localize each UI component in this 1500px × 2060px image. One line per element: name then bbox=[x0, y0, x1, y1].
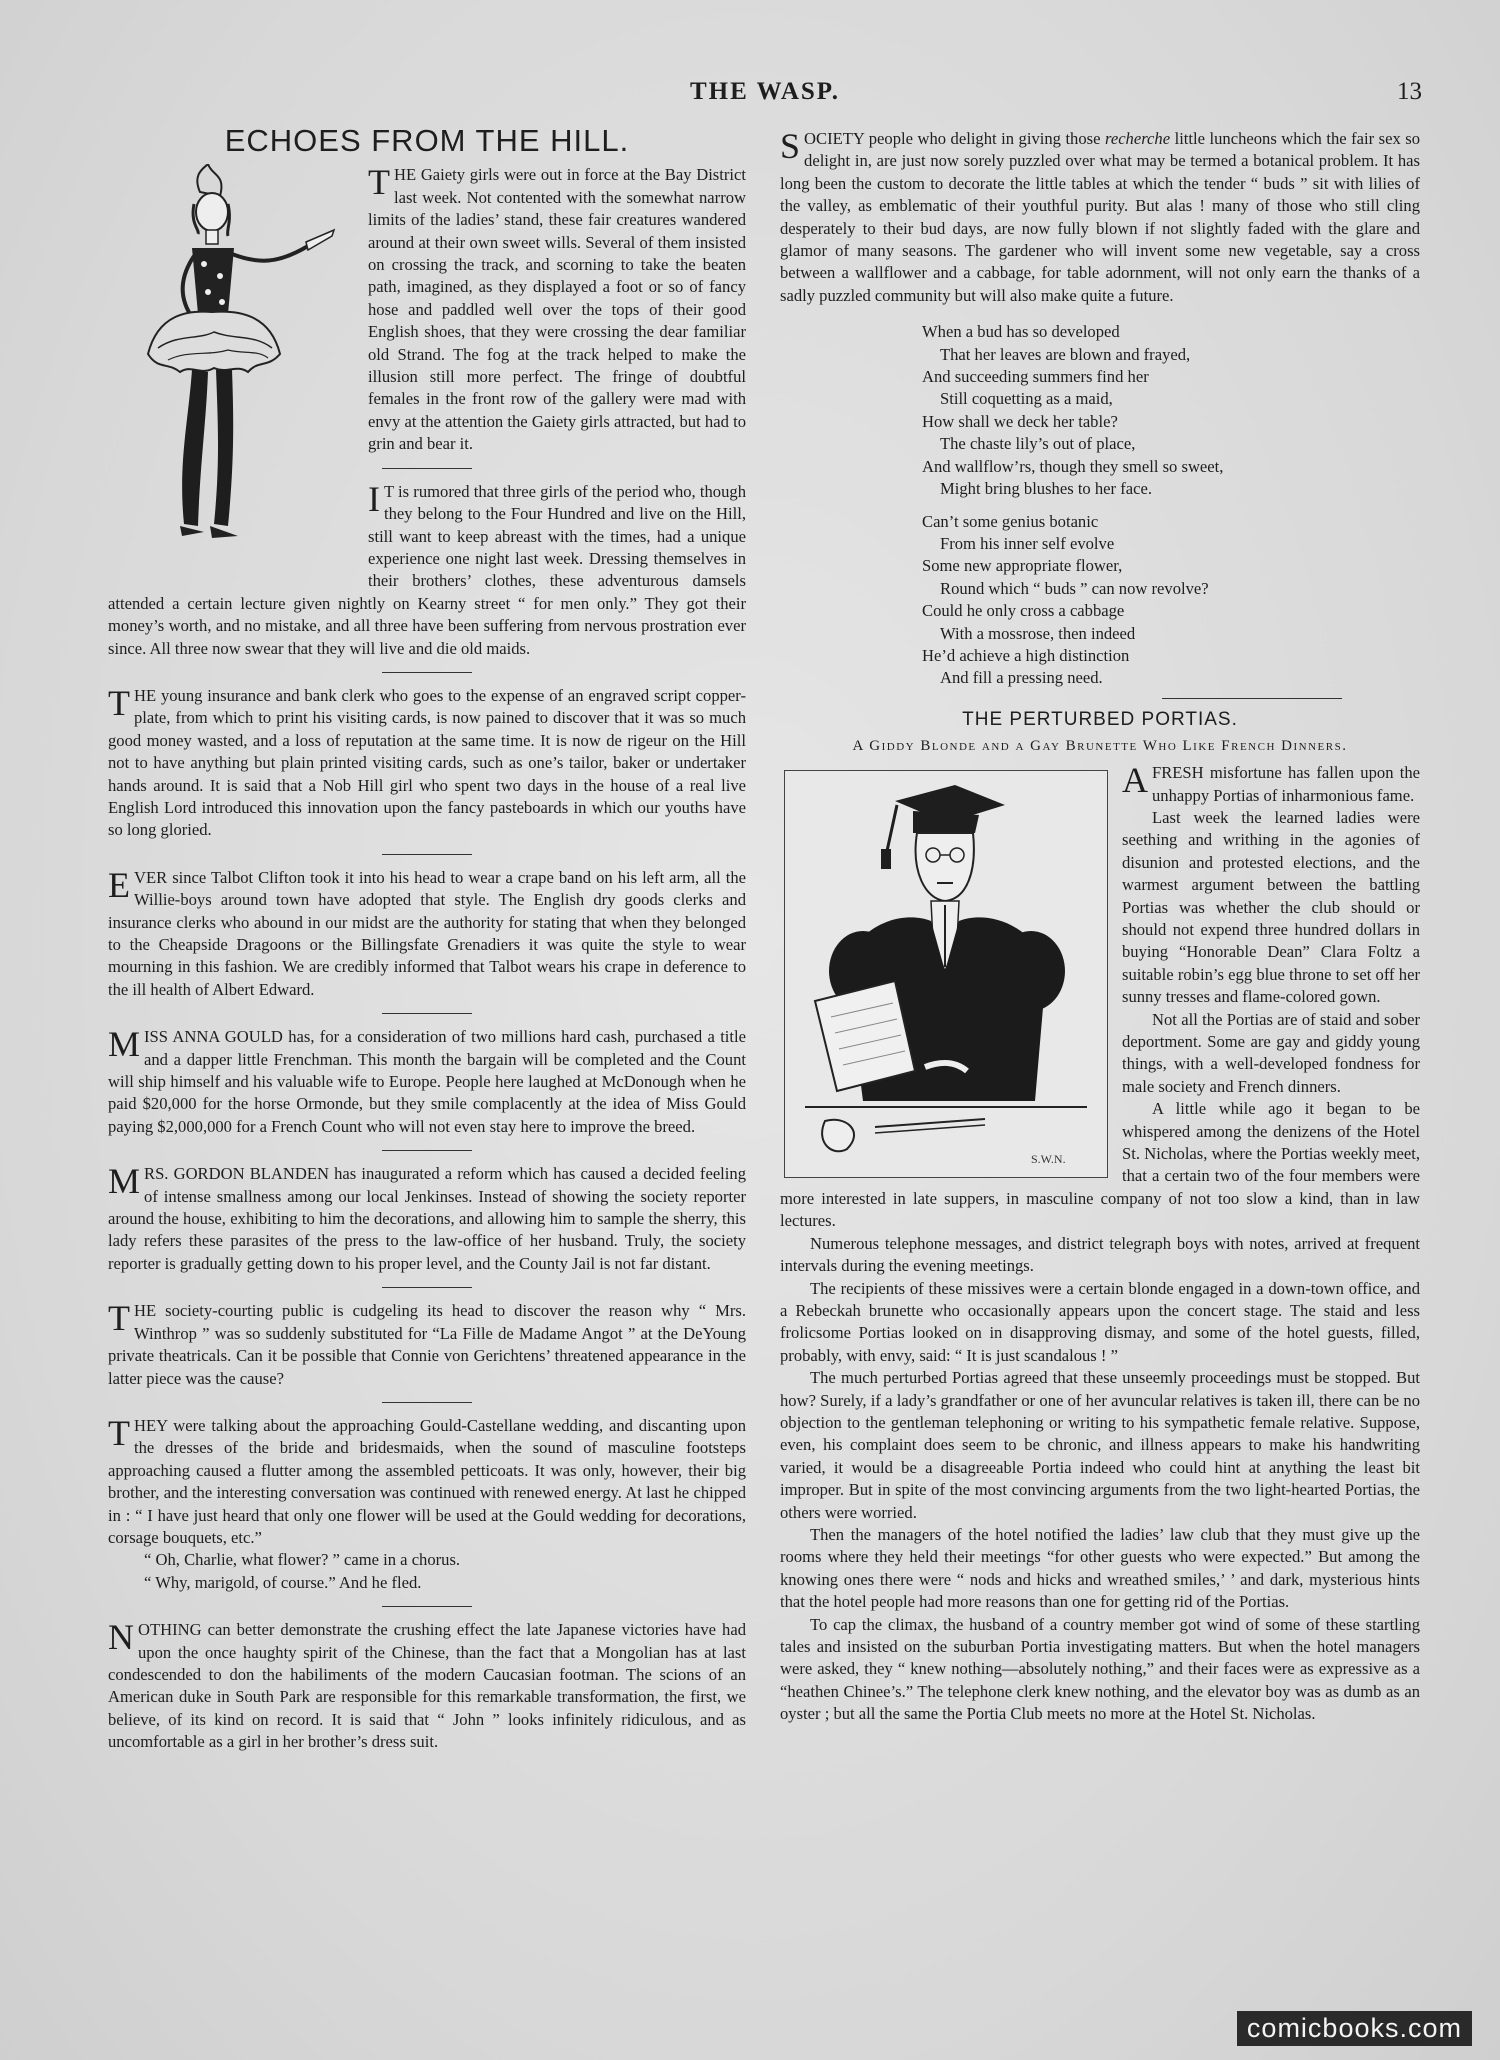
portias-paragraph: Not all the Portias are of staid and sober deportment. Some are gay and giddy young things, with a well-developed fondness for male society and French dinners. bbox=[1122, 1009, 1420, 1096]
news-item: MISS ANNA GOULD has, for a consideration of two millions hard cash, purchased a title and a dapper little Frenchman. This month the bargain will be completed and the Count will ship himself and his valuable wife to Europe. People here laughed at McDonough when he paid $20,000 for the horse Ormonde, but they smile complacently at the idea of Miss Gould paying $2,000,000 for a French Count who will not even stay here to improve the breed. bbox=[108, 1024, 746, 1136]
news-item: I T is rumored that three girls of the period who, though they belong to the Four Hundred and live on the Hill, still want to keep abreast with the times, had a unique experience one night last week. Dressing themselves in their brothers’ clothes, these adventurous damsels attended a certain lecture given nightly on Kearny street “ for men only.” They got their money’s worth, and no mistake, and all three have been suffering from nervous prostration ever since. All three now swear that they will live and die old maids. bbox=[108, 478, 746, 658]
portias-paragraph: Last week the learned ladies were seething and writhing in the agonies of disunion and protested elections, and the warmest argument between the battling Portias was whether the club should or should not expend three hundred dollars in buying “Honorable Dean” Clara Foltz a suitable robin’s egg blue throne to set off her sunny tresses and flame-colored gown. bbox=[1122, 807, 1420, 1007]
dialogue-line: “ Oh, Charlie, what flower? ” came in a chorus. bbox=[144, 1550, 461, 1570]
news-item: THE society-courting public is cudgeling its head to discover the reason why “ Mrs. Winthrop ” was so suddenly substituted for “La Fille de Madame Angot ” at the DeYoung private theatricals. Can it be possible that Connie von Gerichtens’ threatened appearance in the latter piece was the cause? bbox=[108, 1298, 746, 1388]
dancer-illustration bbox=[108, 164, 358, 574]
poem-line: Some new appropriate flower, bbox=[922, 556, 1123, 576]
poem-line: Could he only cross a cabbage bbox=[922, 601, 1125, 621]
society-item: SOCIETY people who delight in giving those recherche little luncheons which the fair sex so delight in, are just now sorely puzzled over what may be termed a botanical problem. It has long been the custom to decorate the little tables at which the tender “ buds ” sit with lilies of the valley, as emblematic of their youthful purity. But alas ! many of those who still cling desperately to their bud days, are now fully blown if not slightly faded with the glare and glamor of many seasons. The gardener who will invent some new vegetable, say a cross between a wallflower and a cabbage, for table adornment, will not only earn the thanks of a sadly puzzled community but will also make quite a future. bbox=[780, 126, 1421, 305]
page-number: 13 bbox=[1397, 78, 1422, 105]
portias-paragraph: To cap the climax, the husband of a country member got wind of some of these startling tales and insisted on the suburban Portia investigating matters. But when the hotel managers were asked, they “ knew nothing—absolutely nothing,” and their faces were as expressive as a “heathen Chinee’s.” The telephone clerk knew nothing, and the elevator boy was as dumb as an oyster ; but all the same the Portia Club meets no more at the Hotel St. Nicholas. bbox=[780, 1614, 1420, 1724]
divider bbox=[382, 854, 472, 855]
right-column bbox=[780, 128, 1420, 1726]
poem-line: The chaste lily’s out of place, bbox=[940, 434, 1136, 454]
portias-paragraph: Numerous telephone messages, and district telegraph boys with notes, arrived at frequent intervals during the evening meetings. bbox=[780, 1233, 1420, 1276]
poem-line: With a mossrose, then indeed bbox=[940, 623, 1136, 643]
poem-line: Can’t some genius botanic bbox=[922, 511, 1099, 531]
poem-line: Might bring blushes to her face. bbox=[940, 479, 1152, 499]
poem-line: That her leaves are blown and frayed, bbox=[940, 344, 1191, 364]
poem-line: He’d achieve a high distinction bbox=[922, 645, 1130, 665]
gaiety-girls-paragraph: THE Gaiety girls were out in force at the Bay District last week. Not contented with the somewhat narrow limits of the ladies’ stand, these fair creatures wandered around at their own sweet wills. Several of them insisted on crossing the track, and scorning to take the beaten path, imagined, as they displayed a foot or so of fancy hose and paddled well over the tops of their good English shoes, that they were crossing the dear familiar old Strand. The fog at the track helped to make the illusion still more perfect. The fringe of doubtful females in the front row of the gallery were mad with envy at the attention the Gaiety girls attracted, but had to grin and bear it. bbox=[368, 162, 746, 454]
news-item: THE young insurance and bank clerk who goes to the expense of an engraved script copper-plate, from which to print his visiting cards, is now pained to discover that it was so much good money wasted, and a loss of reputation at the same time. It is now de rigeur on the Hill not to have anything but plain printed visiting cards, such as one’s tailor, baker or undertaker hands around. It is said that a Nob Hill girl who spent two days in the house of a real live English Lord introduced this innovation upon the fancy pasteboards in which our youths have so long gloried. bbox=[108, 682, 746, 840]
poem bbox=[922, 321, 1420, 690]
poem-line: From his inner self evolve bbox=[940, 533, 1115, 553]
section-heading: ECHOES FROM THE HILL. bbox=[224, 123, 630, 158]
running-head bbox=[0, 78, 1500, 112]
portias-intro: AFRESH misfortune has fallen upon the unhappy Portias of inharmonious fame. bbox=[1122, 760, 1420, 805]
divider bbox=[1162, 698, 1342, 699]
drop-cap: T bbox=[368, 162, 390, 203]
divider bbox=[382, 1150, 472, 1151]
paper-name: THE WASP. bbox=[690, 78, 841, 105]
wedding-item: THEY were talking about the approaching Gould-Castellane wedding, and discanting upon the dresses of the bride and bridesmaids, when the sound of masculine footsteps approaching caused a flutter among the assembled petticoats. It was only, however, their big brother, and the interesting conversation was continued with renewed energy. At last he chipped in : “ I have just heard that only one flower will be used at the Gould wedding for decorations, corsage bouquets, etc.” bbox=[108, 1412, 746, 1547]
poem-line: And fill a pressing need. bbox=[940, 668, 1103, 688]
portias-paragraph: Then the managers of the hotel notified the ladies’ law club that they must give up the rooms where they held their meetings “for other guests who were expected.” But among the knowing ones there were “ nods and hicks and wreathed smiles,’ ’ and dark, mysterious hints that the hotel people had more reasons than one for getting rid of the Portias. bbox=[780, 1524, 1420, 1612]
article-subheading: A Giddy Blonde and a Gay Brunette Who Like French Dinners. bbox=[852, 738, 1348, 755]
poem-line: How shall we deck her table? bbox=[922, 411, 1118, 431]
article-heading: THE PERTURBED PORTIAS. bbox=[962, 708, 1238, 730]
left-column bbox=[108, 123, 746, 1754]
portia-illustration bbox=[784, 770, 1108, 1178]
dialogue-line: “ Why, marigold, of course.” And he fled. bbox=[144, 1572, 422, 1592]
divider bbox=[382, 1402, 472, 1403]
site-watermark: comicbooks.com bbox=[1237, 2011, 1472, 2046]
divider bbox=[382, 468, 472, 469]
svg-text:S.W.N.: S.W.N. bbox=[1031, 1152, 1066, 1167]
divider bbox=[382, 1287, 472, 1288]
news-item: EVER since Talbot Clifton took it into his head to wear a crape band on his left arm, all the Willie-boys around town have adopted that style. The English dry goods clerks and insurance clerks who abound in our midst are the authority for stating that when they belonged to the Cheapside Dragoons or the Billingsfate Grenadiers it was quite the style to wear mourning in this fashion. We are credibly informed that Talbot wears his crape in deference to the ill health of Albert Edward. bbox=[108, 864, 746, 999]
news-item: NOTHING can better demonstrate the crushing effect the late Japanese victories have had upon the once haughty spirit of the Chinese, than the fact that a Mongolian has at last condescended to don the habiliments of the modern Caucasian footman. The scions of an American duke in South Park are responsible for this remarkable transformation, the first, we believe, of its kind on record. It is said that “ John ” looks infinitely ridiculous, and as uncomfortable as a girl in her brother’s dress suit. bbox=[108, 1617, 746, 1752]
portias-paragraph: A little while ago it began to be whispered among the denizens of the Hotel St. Nicholas, where the Portias weekly meet, that a certain two of the four members were more interested in late suppers, in masculine company of not too slow a kind, than in law lectures. bbox=[780, 1099, 1420, 1231]
news-item: MRS. GORDON BLANDEN has inaugurated a reform which has caused a decided feeling of intense smallness among our local Jenkinses. Instead of showing the society reporter around the house, exhibiting to him the decorations, and allowing him to sample the sherry, this lady refers these parasites of the press to the law-office of her husband. Truly, the society reporter is gradually getting down to his proper level, and the County Jail is not far distant. bbox=[108, 1161, 746, 1273]
poem-line: And wallflow’rs, though they smell so sweet, bbox=[922, 456, 1224, 476]
divider bbox=[382, 1606, 472, 1607]
poem-line: And succeeding summers find her bbox=[922, 367, 1149, 387]
poem-line: Round which “ buds ” can now revolve? bbox=[940, 578, 1209, 598]
divider bbox=[382, 672, 472, 673]
divider bbox=[382, 1013, 472, 1014]
poem-line: Still coquetting as a maid, bbox=[940, 389, 1113, 409]
portias-paragraph: The much perturbed Portias agreed that these unseemly proceedings must be stopped. But how? Surely, if a lady’s grandfather or one of her avuncular relatives is taken ill, there can be no objection to the gentleman telephoning or writing to his sympathetic female relative. Suppose, even, his complaint does seem to be chronic, and illness appears to make his handwriting varied, it would be a disagreeable Portia indeed who could hint at anything the least bit improper. But in spite of the most convincing arguments from the two light-hearted Portias, the others were worried. bbox=[780, 1368, 1420, 1522]
poem-line: When a bud has so developed bbox=[922, 322, 1120, 342]
portias-paragraph: The recipients of these missives were a certain blonde engaged in a down-town office, and a Rebeckah brunette who occasionally appears upon the concert stage. The staid and less frolicsome Portias looked on in disapproving dismay, and some of the hotel guests, filled, probably, with envy, said: “ It is just scandalous ! ” bbox=[780, 1278, 1420, 1365]
